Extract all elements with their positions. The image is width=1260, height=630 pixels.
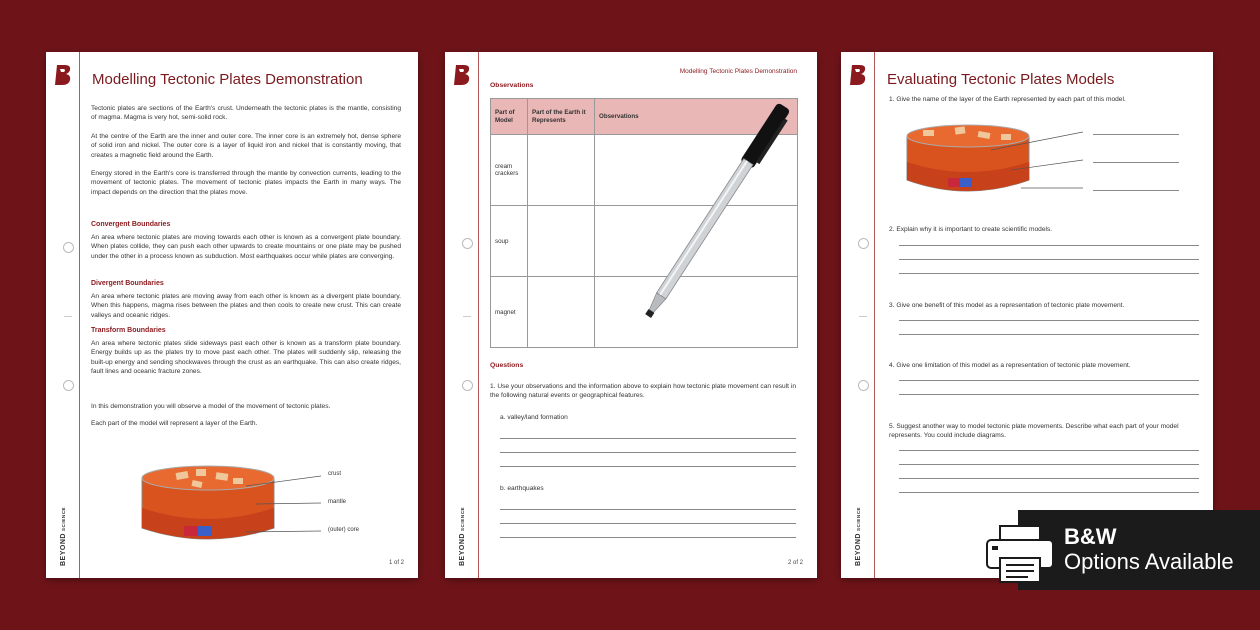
layer-text: Each part of the model will represent a layer of the Earth. xyxy=(91,420,258,427)
fold-mark xyxy=(859,316,867,317)
badge-subtitle: Options Available xyxy=(1064,549,1234,574)
answer-line[interactable] xyxy=(500,523,796,524)
worksheet-page-3 xyxy=(841,52,1213,578)
transform-text: An area where tectonic plates slide sideways past each other is known as a transform plate boundary. Energy builds up as the plates try to move past each other. The plates will suddenly slip, releasing the built-up energy and sending shockwaves through the crust as an earthquake. This can also create ridges, fault lines and oceanic fracture zones. xyxy=(91,340,401,376)
badge-text xyxy=(1064,524,1234,574)
binder-hole xyxy=(63,380,74,391)
answer-line[interactable] xyxy=(899,245,1199,246)
margin-line xyxy=(478,52,479,578)
row-label: cream crackers xyxy=(491,135,528,206)
answer-line[interactable] xyxy=(500,452,796,453)
label-crust: crust xyxy=(328,471,342,477)
divergent-text: An area where tectonic plates are moving away from each other is known as a divergent plate boundary. When this happens, magma rises between the plates and then cools to create new crust. This can create valleys and oceanic ridges. xyxy=(91,293,401,319)
binder-hole xyxy=(462,238,473,249)
page-header: Modelling Tectonic Plates Demonstration xyxy=(679,68,797,75)
answer-line[interactable] xyxy=(899,380,1199,381)
question-1: 1. Use your observations and the information above to explain how tectonic plate movement can result in the following natural events or geographical features. xyxy=(490,383,796,400)
answer-line[interactable] xyxy=(899,492,1199,493)
convergent-text: An area where tectonic plates are moving towards each other is known as a convergent plate boundary. When plates collide, they can push each other upwards to create mountains or one plate may be pushed under the other in a process known as subduction. Most earthquakes occur while plates are converging. xyxy=(91,234,401,260)
question-4: 4. Give one limitation of this model as a representation of tectonic plate movement. xyxy=(889,362,1131,369)
answer-line[interactable] xyxy=(1093,162,1179,163)
answer-line[interactable] xyxy=(1093,190,1179,191)
row-label: magnet xyxy=(491,277,528,348)
label-leaders xyxy=(991,130,1101,192)
margin-line xyxy=(79,52,80,578)
core-paragraph: At the centre of the Earth are the inner and outer core. The inner core is an extremely hot, dense sphere of solid iron and nickel. The outer core is a layer of liquid iron and nickel that is constantly moving, that creates a magnetic field around the Earth. xyxy=(91,133,401,159)
printer-icon xyxy=(984,524,1056,584)
label-mantle: mantle xyxy=(328,499,347,505)
col-header: Observations xyxy=(595,99,798,135)
beyond-logo-icon xyxy=(453,64,471,86)
binder-hole xyxy=(63,242,74,253)
col-header: Part of Model xyxy=(491,99,528,135)
question-1b: b. earthquakes xyxy=(500,485,544,492)
answer-line[interactable] xyxy=(899,334,1199,335)
answer-cell[interactable] xyxy=(528,206,595,277)
brand-vertical: BEYONDSCIENCE xyxy=(60,506,67,566)
answer-line[interactable] xyxy=(899,394,1199,395)
answer-line[interactable] xyxy=(500,438,796,439)
worksheet-page-1 xyxy=(46,52,418,578)
answer-line[interactable] xyxy=(899,320,1199,321)
demo-text: In this demonstration you will observe a model of the movement of tectonic plates. xyxy=(91,403,331,410)
question-5: 5. Suggest another way to model tectonic plate movements. Describe what each part of your model represents. You could include diagrams. xyxy=(889,423,1179,439)
pen-image xyxy=(625,92,805,337)
label-core: (outer) core xyxy=(328,527,360,533)
questions-heading: Questions xyxy=(490,362,524,369)
answer-line[interactable] xyxy=(899,464,1199,465)
answer-line[interactable] xyxy=(899,450,1199,451)
question-1a: a. valley/land formation xyxy=(500,414,568,421)
answer-line[interactable] xyxy=(899,259,1199,260)
bw-options-badge xyxy=(1018,510,1260,590)
answer-cell[interactable] xyxy=(528,277,595,348)
question-1: 1. Give the name of the layer of the Earth represented by each part of this model. xyxy=(889,96,1126,103)
fold-mark xyxy=(64,316,72,317)
binder-hole xyxy=(858,238,869,249)
beyond-logo-icon xyxy=(849,64,867,86)
page-title: Evaluating Tectonic Plates Models xyxy=(887,71,1115,88)
question-3: 3. Give one benefit of this model as a representation of tectonic plate movement. xyxy=(889,302,1125,309)
badge-title: B&W xyxy=(1064,524,1117,549)
answer-line[interactable] xyxy=(500,509,796,510)
answer-line[interactable] xyxy=(899,273,1199,274)
worksheet-page-2 xyxy=(445,52,817,578)
page-title: Modelling Tectonic Plates Demonstration xyxy=(92,71,363,88)
fold-mark xyxy=(463,316,471,317)
page-number: 1 of 2 xyxy=(388,560,404,566)
margin-line xyxy=(874,52,875,578)
label-leaders xyxy=(246,472,336,542)
convergent-heading: Convergent Boundaries xyxy=(91,221,171,228)
binder-hole xyxy=(858,380,869,391)
brand-vertical: BEYONDSCIENCE xyxy=(855,506,862,566)
binder-hole xyxy=(462,380,473,391)
intro-paragraph: Tectonic plates are sections of the Earth's crust. Underneath the tectonic plates is the mantle, consisting of magma. Magma is very hot, semi-solid rock. xyxy=(91,105,401,122)
divergent-heading: Divergent Boundaries xyxy=(91,280,164,287)
observations-heading: Observations xyxy=(490,82,534,89)
transform-heading: Transform Boundaries xyxy=(91,327,166,334)
row-label: soup xyxy=(491,206,528,277)
energy-paragraph: Energy stored in the Earth's core is transferred through the mantle by convection currents, leading to the movement of tectonic plates. The movement of tectonic plates impacts the Earth in many ways. The impact depends on the direction that the plates move. xyxy=(91,170,401,196)
answer-line[interactable] xyxy=(500,466,796,467)
beyond-logo-icon xyxy=(54,64,72,86)
answer-line[interactable] xyxy=(500,537,796,538)
col-header: Part of the Earth it Represents xyxy=(528,99,595,135)
answer-cell[interactable] xyxy=(528,135,595,206)
answer-line[interactable] xyxy=(1093,134,1179,135)
question-2: 2. Explain why it is important to create scientific models. xyxy=(889,226,1053,233)
brand-vertical: BEYONDSCIENCE xyxy=(459,506,466,566)
page-number: 2 of 2 xyxy=(787,560,803,566)
answer-line[interactable] xyxy=(899,478,1199,479)
